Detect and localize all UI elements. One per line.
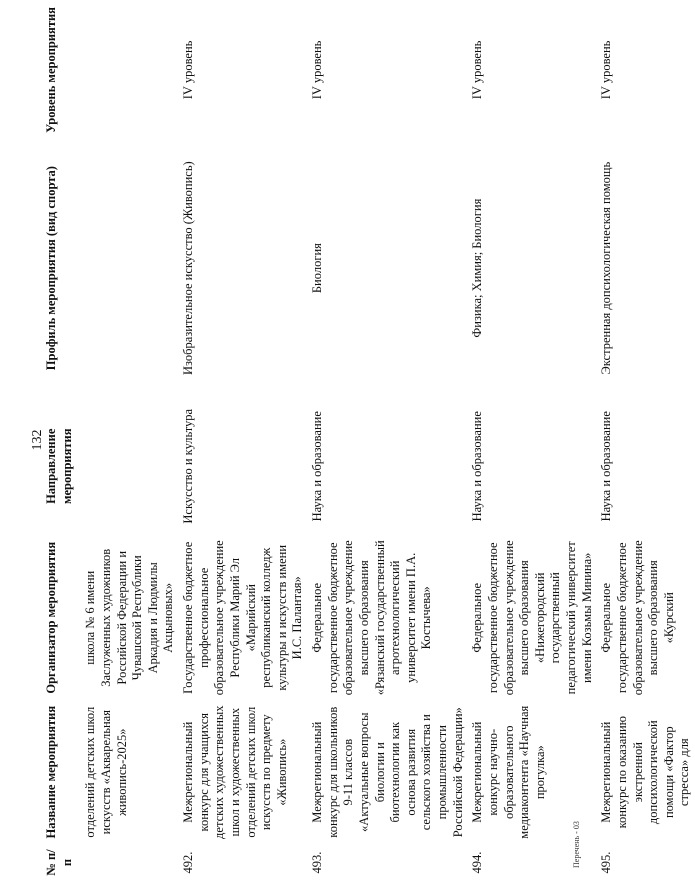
row-num: 495. bbox=[599, 851, 614, 874]
row-profile bbox=[81, 140, 179, 396]
row-name: отделений детских школ искусств «Акварельная живопись-2025» bbox=[83, 706, 129, 838]
header-profile: Профиль мероприятия (вид спорта) bbox=[44, 166, 58, 371]
table-row bbox=[308, 0, 468, 880]
row-name: Межрегиональный конкурс для учащихся детских художественных школ и художественных отделений детских школ искусств по предмету «Живопись» bbox=[181, 705, 289, 839]
row-org: Федеральное государственное бюджетное образовательное учреждение высшего образования «Курский bbox=[599, 540, 676, 696]
row-num: 494. bbox=[470, 851, 485, 874]
row-level: IV уровень bbox=[181, 40, 195, 100]
row-level: IV уровень bbox=[310, 40, 324, 100]
page-footer: Перечень - 03 bbox=[572, 821, 581, 868]
row-num: 493. bbox=[310, 851, 324, 874]
row-direction: Наука и образование bbox=[599, 411, 614, 522]
row-profile: Физика; Химия; Биология bbox=[470, 198, 485, 338]
row-profile: Экстренная допсихологическая помощь bbox=[599, 161, 614, 375]
page-number: 132 bbox=[30, 429, 45, 451]
row-org: Федеральное государственное бюджетное образовательное учреждение высшего образования «Рязанский государственный агротехнологический университет имени П.А. Костычева» bbox=[310, 540, 434, 696]
row-level: IV уровень bbox=[470, 40, 485, 100]
row-direction: Искусство и культура bbox=[181, 408, 195, 524]
rotated-table-frame bbox=[30, 0, 692, 880]
header-level: Уровень мероприятия bbox=[44, 7, 58, 133]
table-row bbox=[179, 0, 308, 880]
row-profile: Изобразительное искусство (Живопись) bbox=[181, 161, 195, 375]
header-name: Название мероприятия bbox=[44, 705, 58, 839]
row-name: Межрегиональный конкурс научно-образовательного медиаконтента «Научная прогулка» bbox=[470, 705, 547, 839]
row-name: Межрегиональный конкурс по оказанию экстренной допсихологической помощи «Фактор стресса» для bbox=[599, 716, 692, 829]
row-num bbox=[81, 845, 179, 880]
header-direction: Направление мероприятия bbox=[44, 428, 74, 505]
table-row bbox=[81, 0, 179, 880]
row-name: Межрегиональный конкурс для школьников 9-11 классов «Актуальные вопросы биологии и биотехнологии как основа развития сельского хозяйства и промышленности Российской Федерации» bbox=[310, 706, 465, 838]
row-org: школа № 6 имени Заслуженных художников Российской Федерации и Чувашской Республики Аркадия и Людмилы Акцыновых» bbox=[83, 548, 176, 687]
row-direction: Наука и образование bbox=[310, 411, 324, 522]
table-row bbox=[597, 0, 695, 880]
row-org: Государственное бюджетное профессиональное образовательное учреждение Республики Марий Эл «Марийский республиканский колледж культуры и искусств имени И.С. Палантая» bbox=[181, 540, 305, 696]
row-direction bbox=[81, 396, 179, 536]
table-header-row bbox=[40, 0, 81, 880]
header-num: № п/п bbox=[44, 849, 74, 876]
row-num: 492. bbox=[181, 851, 195, 874]
header-org: Организатор мероприятия bbox=[44, 541, 58, 694]
row-level: IV уровень bbox=[599, 40, 614, 100]
row-level bbox=[81, 0, 179, 140]
row-org: Федеральное государственное бюджетное образовательное учреждение высшего образования «Нижегородский государственный педагогический университет имени Козьмы Минина» bbox=[470, 540, 594, 696]
row-profile: Биология bbox=[310, 243, 324, 294]
events-table bbox=[40, 0, 695, 880]
row-direction: Наука и образование bbox=[470, 411, 485, 522]
table-row bbox=[468, 0, 597, 880]
